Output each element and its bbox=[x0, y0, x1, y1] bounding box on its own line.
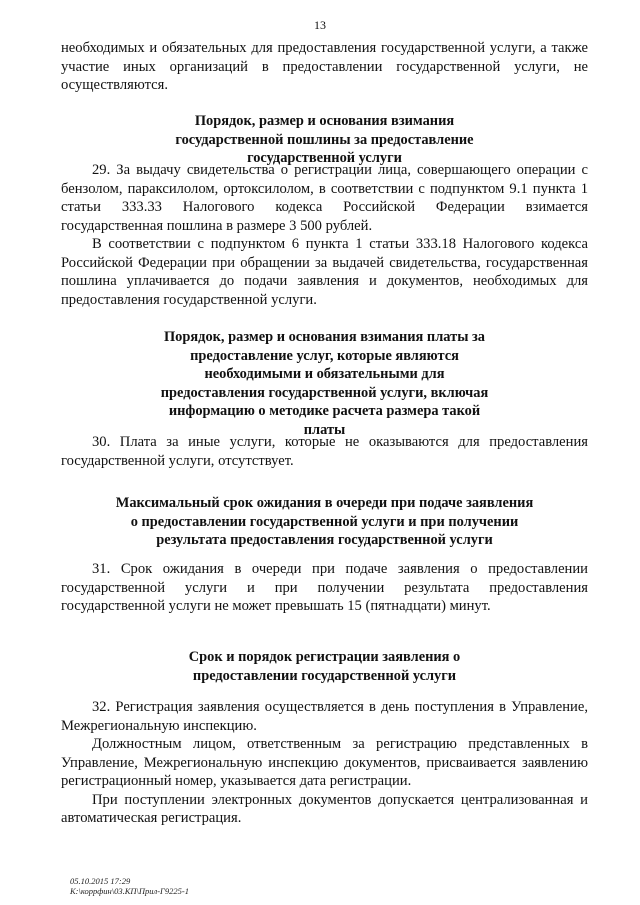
intro-block bbox=[61, 39, 588, 95]
paragraph-32-electronic: При поступлении электронных документов допускается централизованная и автоматическая регистрация. bbox=[61, 791, 588, 826]
paragraph-29-continued: В соответствии с подпунктом 6 пункта 1 статьи 333.18 Налогового кодекса Российской Федерации при обращении за выдачей свидетельства, государственная пошлина уплачивается до подачи заявления и документов, необходимых для предоставления государственной услуги. bbox=[61, 236, 588, 308]
footer-document-ref: К:\коррфин\03.КП\Прил-Г9225-1 bbox=[70, 886, 189, 896]
footer-timestamp: 05.10.2015 17:29 bbox=[70, 876, 131, 886]
section-body-queue-time bbox=[61, 560, 588, 616]
section-heading-state-fee: Порядок, размер и основания взимания государственной пошлины за предоставление государственной услуги bbox=[175, 113, 474, 166]
section-heading-queue-time: Максимальный срок ожидания в очереди при подаче заявления о предоставлении государственной услуги и при получении результата предоставления государственной услуги bbox=[115, 495, 534, 548]
page-number: 13 bbox=[314, 18, 326, 32]
paragraph-31: 31. Срок ожидания в очереди при подаче заявления о предоставлении государственной услуги и при получении результата предоставления государственной услуги не может превышать 15 (пятнадцати) минут. bbox=[61, 561, 588, 614]
paragraph-29: 29. За выдачу свидетельства о регистрации лица, совершающего операции с бензолом, параксилолом, ортоксилолом, в соответствии с подпунктом 9.1 пункта 1 статьи 333.33 Налогового кодекса Российской Федерации взимается государственная пошлина в размере 3 500 рублей. bbox=[61, 162, 588, 234]
paragraph-32: 32. Регистрация заявления осуществляется в день поступления в Управление, Межрегиональную инспекцию. bbox=[61, 699, 588, 734]
section-body-service-fee bbox=[61, 433, 588, 470]
section-heading-service-fee: Порядок, размер и основания взимания платы за предоставление услуг, которые являются необходимыми и обязательными для предоставления государственной услуги, включая информацию о методике расчета размера такой платы bbox=[160, 329, 489, 438]
paragraph-30: 30. Плата за иные услуги, которые не оказываются для предоставления государственной услуги, отсутствует. bbox=[61, 434, 588, 469]
paragraph-32-officials: Должностным лицом, ответственным за регистрацию представленных в Управление, Межрегиональную инспекцию документов, присваивается заявлению регистрационный номер, указывается дата регистрации. bbox=[61, 736, 588, 789]
intro-paragraph: необходимых и обязательных для предоставления государственной услуги, а также участие иных организаций в предоставлении государственной услуги, не осуществляются. bbox=[61, 40, 588, 93]
section-heading-registration: Срок и порядок регистрации заявления о предоставлении государственной услуги bbox=[188, 649, 461, 684]
section-body-registration bbox=[61, 698, 588, 828]
footer bbox=[70, 876, 189, 896]
section-body-state-fee bbox=[61, 161, 588, 309]
